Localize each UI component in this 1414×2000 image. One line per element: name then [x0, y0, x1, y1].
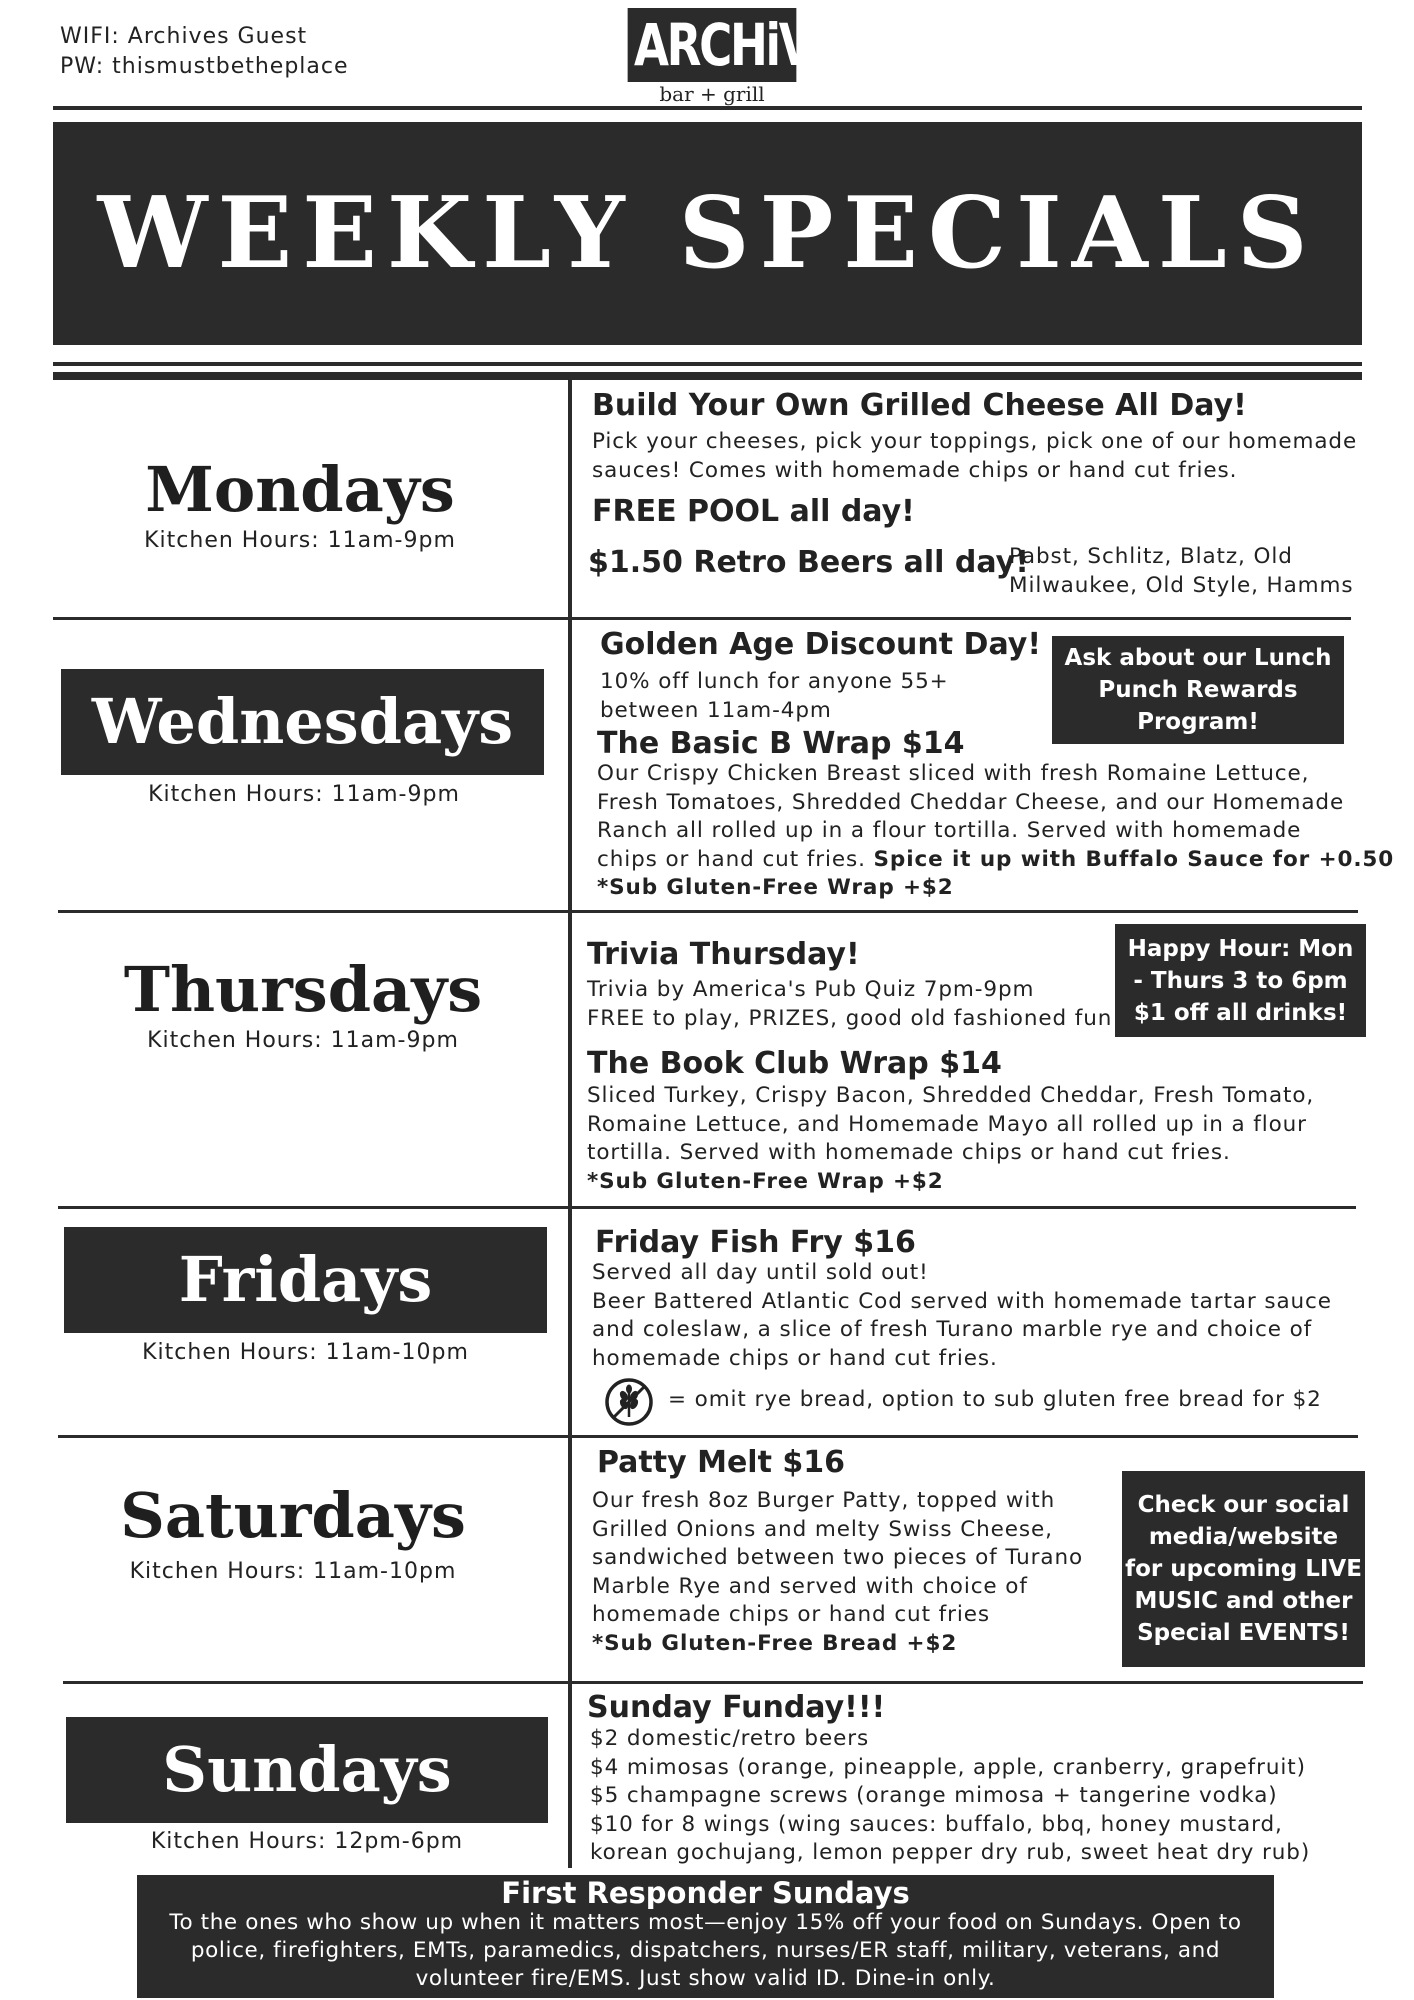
sunday-description	[590, 1725, 1310, 1868]
section-divider	[58, 1435, 1358, 1438]
text-line: $10 for 8 wings (wing sauces: buffalo, bbq, honey mustard,	[590, 1811, 1283, 1837]
column-divider	[568, 380, 572, 1868]
kitchen-hours-sunday: Kitchen Hours: 12pm-6pm	[150, 1829, 464, 1854]
saturday-description	[592, 1487, 1083, 1658]
text-line: Served all day until sold out!	[592, 1260, 929, 1285]
text-line: 10% off lunch for anyone 55+	[600, 669, 949, 694]
text-line: Our fresh 8oz Burger Patty, topped with	[592, 1488, 1056, 1513]
banner-divider-thick	[53, 372, 1362, 380]
happy-hour-callout	[1115, 924, 1366, 1037]
thursday-description	[587, 976, 1112, 1033]
section-divider	[58, 1206, 1356, 1209]
friday-special-title: Friday Fish Fry $16	[595, 1225, 916, 1260]
logo	[604, 8, 871, 106]
monday-free-pool: FREE POOL all day!	[592, 494, 915, 529]
text-line: FREE to play, PRIZES, good old fashioned fun	[587, 1005, 1113, 1031]
section-divider	[53, 617, 1351, 620]
title-banner	[53, 122, 1362, 345]
day-saturday: Saturdays	[120, 1479, 466, 1552]
text-line: homemade chips or hand cut fries.	[592, 1345, 998, 1371]
banner-divider-thin	[53, 362, 1362, 366]
text-line: Fresh Tomatoes, Shredded Cheddar Cheese, and our Homemade	[597, 789, 1345, 815]
page-title: WEEKLY SPECIALS	[97, 176, 1318, 291]
text-line: police, firefighters, EMTs, paramedics, dispatchers, nurses/ER staff, military, veterans, and	[190, 1938, 1221, 1963]
kitchen-hours-friday: Kitchen Hours: 11am-10pm	[142, 1340, 469, 1365]
thursday-wrap-title: The Book Club Wrap $14	[587, 1046, 1002, 1081]
day-monday: Mondays	[145, 453, 455, 526]
text-line: $1 off all drinks!	[1133, 999, 1348, 1026]
text-line: MUSIC and other	[1134, 1588, 1353, 1614]
text-fragment: chips or hand cut fries.	[597, 846, 866, 872]
footer-title: First Responder Sundays	[501, 1876, 910, 1910]
text-line: media/website	[1148, 1524, 1339, 1550]
section-divider	[63, 1681, 1363, 1684]
top-divider	[53, 106, 1362, 110]
gluten-free-option: *Sub Gluten-Free Bread +$2	[592, 1630, 958, 1656]
text-line: Beer Battered Atlantic Cod served with homemade tartar sauce	[592, 1288, 1332, 1314]
text-line: between 11am-4pm	[600, 697, 832, 723]
text-line	[597, 846, 1394, 875]
text-line: $2 domestic/retro beers	[590, 1726, 870, 1751]
text-line: Special EVENTS!	[1137, 1620, 1350, 1646]
text-line: Marble Rye and served with choice of	[592, 1573, 1028, 1599]
wednesday-wrap-description	[597, 760, 1394, 903]
wifi-network: WIFI: Archives Guest	[60, 24, 308, 49]
text-line: Pick your cheeses, pick your toppings, pick one of our homemade	[592, 429, 1358, 454]
text-line: homemade chips or hand cut fries	[592, 1602, 990, 1627]
text-line: korean gochujang, lemon pepper dry rub, sweet heat dry rub)	[590, 1840, 1311, 1865]
kitchen-hours-monday: Kitchen Hours: 11am-9pm	[144, 528, 456, 553]
text-line: Trivia by America's Pub Quiz 7pm-9pm	[587, 977, 1035, 1002]
sunday-special-title: Sunday Funday!!!	[587, 1690, 886, 1725]
text-line: Ask about our Lunch	[1064, 645, 1332, 671]
kitchen-hours-thursday: Kitchen Hours: 11am-9pm	[147, 1028, 459, 1053]
text-line: Romaine Lettuce, and Homemade Mayo all rolled up in a flour	[587, 1111, 1307, 1137]
text-line: Grilled Onions and melty Swiss Cheese,	[592, 1516, 1053, 1542]
text-line: for upcoming LIVE	[1125, 1556, 1362, 1582]
text-line: tortilla. Served with homemade chips or hand cut fries.	[587, 1140, 1231, 1165]
day-wednesday: Wednesdays	[61, 669, 544, 775]
kitchen-hours-wednesday: Kitchen Hours: 11am-9pm	[148, 782, 460, 807]
text-line: $4 mimosas (orange, pineapple, apple, cranberry, grapefruit)	[590, 1754, 1306, 1780]
day-friday: Fridays	[64, 1227, 547, 1333]
wednesday-description	[600, 668, 949, 725]
thursday-special-title: Trivia Thursday!	[587, 937, 860, 972]
text-line: Punch Rewards	[1098, 677, 1298, 703]
text-line: Pabst, Schlitz, Blatz, Old	[1009, 544, 1293, 569]
text-line: sauces! Comes with homemade chips or hand cut fries.	[592, 457, 1238, 483]
text-line: $5 champagne screws (orange mimosa + tangerine vodka)	[590, 1783, 1278, 1808]
footer-text	[137, 1909, 1274, 1993]
kitchen-hours-saturday: Kitchen Hours: 11am-10pm	[129, 1559, 457, 1584]
text-line: - Thurs 3 to 6pm	[1133, 967, 1348, 994]
logo-subtitle: bar + grill	[659, 82, 765, 106]
wednesday-wrap-title: The Basic B Wrap $14	[597, 726, 965, 761]
wifi-password: PW: thismustbetheplace	[60, 54, 349, 79]
text-line: Happy Hour: Mon	[1127, 935, 1354, 962]
gluten-free-note: = omit rye bread, option to sub gluten free bread for $2	[668, 1387, 1322, 1412]
day-thursday: Thursdays	[123, 953, 483, 1026]
saturday-special-title: Patty Melt $16	[597, 1445, 845, 1480]
gluten-free-option: *Sub Gluten-Free Wrap +$2	[587, 1168, 944, 1194]
monday-beer-list	[1009, 543, 1353, 600]
text-line: and coleslaw, a slice of fresh Turano marble rye and choice of	[592, 1317, 1313, 1342]
section-divider	[58, 910, 1358, 913]
monday-description	[592, 428, 1372, 485]
wifi-info	[60, 22, 349, 82]
text-line: Ranch all rolled up in a flour tortilla. Served with homemade	[597, 818, 1302, 843]
day-sunday: Sundays	[66, 1717, 548, 1823]
text-line: Sliced Turkey, Crispy Bacon, Shredded Cheddar, Fresh Tomato,	[587, 1083, 1315, 1108]
friday-description	[592, 1259, 1332, 1373]
text-line: Check our social	[1137, 1492, 1350, 1518]
text-line: To the ones who show up when it matters most—enjoy 15% off your food on Sundays. Open to	[169, 1910, 1242, 1935]
logo-wordmark: ARCHiVES	[628, 8, 796, 82]
text-line: sandwiched between two pieces of Turano	[592, 1545, 1084, 1570]
text-line: Program!	[1137, 709, 1259, 735]
text-line: volunteer fire/EMS. Just show valid ID. Dine-in only.	[415, 1966, 996, 1991]
live-music-callout	[1122, 1471, 1365, 1667]
monday-special-title: Build Your Own Grilled Cheese All Day!	[592, 388, 1247, 423]
gluten-free-option: *Sub Gluten-Free Wrap +$2	[597, 875, 954, 900]
lunch-punch-callout	[1052, 636, 1344, 744]
thursday-wrap-description	[587, 1082, 1314, 1196]
wednesday-special-title: Golden Age Discount Day!	[600, 627, 1042, 662]
text-line: Our Crispy Chicken Breast sliced with fresh Romaine Lettuce,	[597, 761, 1310, 786]
first-responder-banner	[137, 1875, 1274, 1998]
monday-retro-beers: $1.50 Retro Beers all day!	[588, 545, 1029, 580]
spice-upgrade: Spice it up with Buffalo Sauce for +0.50	[873, 846, 1395, 872]
gluten-free-wheat-icon	[604, 1377, 654, 1427]
text-line: Milwaukee, Old Style, Hamms	[1009, 572, 1354, 598]
